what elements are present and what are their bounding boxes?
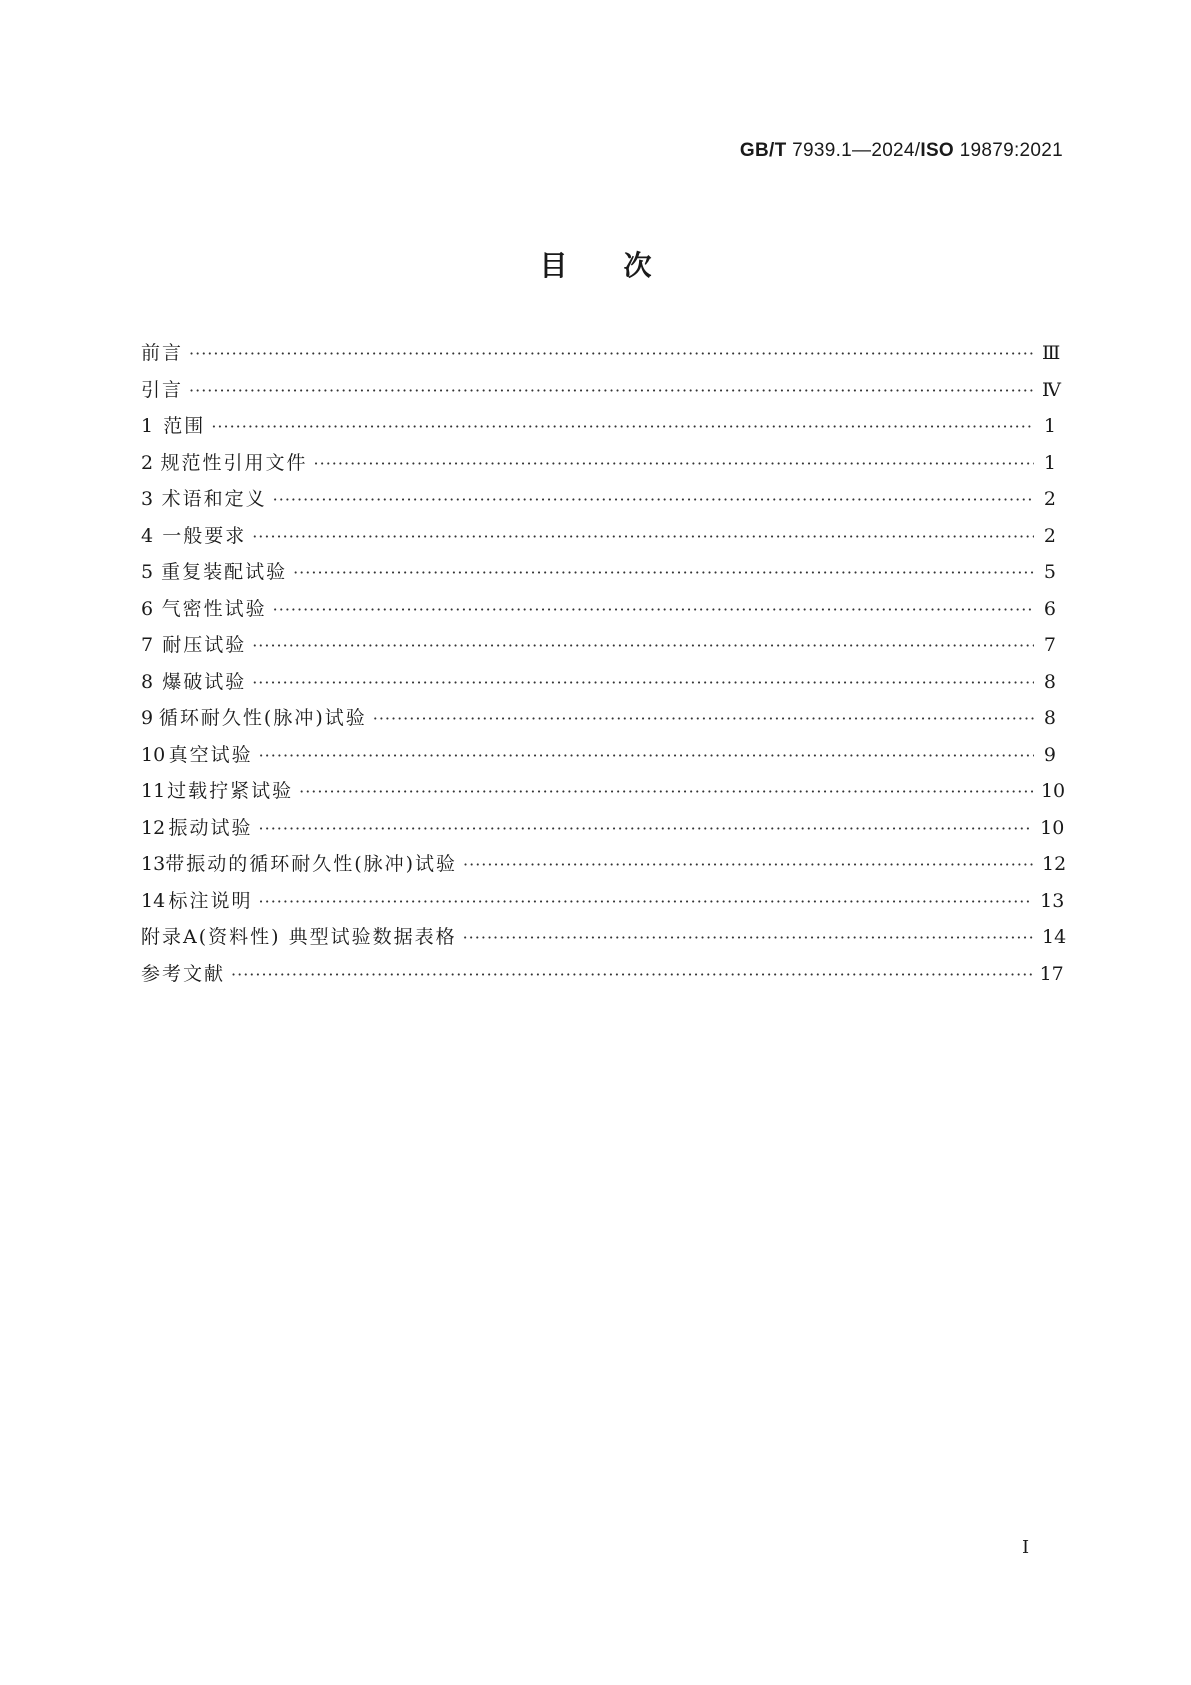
toc-entry-number: 9 xyxy=(141,707,154,729)
toc-entry-page: 7 xyxy=(1043,634,1056,656)
toc-entry-label: 引言 xyxy=(141,378,184,401)
iso-number: 19879:2021 xyxy=(959,140,1063,161)
toc-entry-label: 前言 xyxy=(141,342,184,364)
toc-entry[interactable] xyxy=(141,886,1065,923)
toc-entry-number: 14 xyxy=(141,889,166,912)
toc-entry-page: 2 xyxy=(1043,524,1056,547)
toc-entry-number: 8 xyxy=(141,670,154,693)
toc-entry[interactable] xyxy=(141,813,1065,850)
toc-dot-leader xyxy=(259,746,1034,765)
standard-number: 7939.1—2024/ xyxy=(792,140,921,161)
toc-dot-leader xyxy=(252,636,1034,655)
table-of-contents xyxy=(141,338,1067,995)
toc-entry-page: 9 xyxy=(1043,743,1056,766)
toc-entry-label: 带振动的循环耐久性(脉冲)试验 xyxy=(165,853,458,875)
toc-entry-number: 3 xyxy=(141,488,154,510)
toc-entry-page: 1 xyxy=(1043,415,1056,437)
toc-entry-number: 10 xyxy=(141,743,166,766)
toc-entry-page: 5 xyxy=(1043,561,1056,583)
toc-entry-label: 振动试验 xyxy=(168,816,253,839)
page-title: 目次 xyxy=(539,249,708,282)
toc-dot-leader xyxy=(259,892,1033,911)
toc-entry-number: 11 xyxy=(141,780,166,802)
toc-entry-page: 13 xyxy=(1040,889,1065,912)
toc-entry[interactable] xyxy=(141,667,1056,704)
toc-entry-label: 重复装配试验 xyxy=(161,561,288,583)
toc-entry[interactable] xyxy=(141,557,1056,594)
toc-dot-leader xyxy=(252,527,1034,546)
toc-dot-leader xyxy=(373,709,1034,728)
toc-entry[interactable] xyxy=(141,375,1061,412)
toc-entry-page: 10 xyxy=(1040,816,1065,839)
toc-entry-number: 5 xyxy=(141,561,154,583)
toc-entry-number: 13 xyxy=(141,853,166,875)
toc-entry-page: Ⅲ xyxy=(1042,342,1061,364)
toc-entry-label: 一般要求 xyxy=(162,524,247,547)
toc-entry-page: 1 xyxy=(1043,451,1056,474)
toc-entry-page: 14 xyxy=(1042,926,1067,948)
toc-entry-label: 爆破试验 xyxy=(162,670,247,693)
toc-entry-number: 12 xyxy=(141,816,166,839)
toc-entry-page: 10 xyxy=(1040,780,1066,802)
toc-entry-label: 规范性引用文件 xyxy=(160,451,308,474)
toc-entry[interactable] xyxy=(141,740,1056,777)
document-code xyxy=(740,140,1063,162)
toc-entry[interactable] xyxy=(141,959,1064,996)
toc-entry-page: 6 xyxy=(1043,597,1056,620)
toc-entry-number: 4 xyxy=(141,524,154,547)
toc-entry-number: 7 xyxy=(141,634,154,656)
toc-dot-leader xyxy=(252,673,1034,692)
toc-dot-leader xyxy=(259,819,1033,838)
toc-entry-number: 1 xyxy=(141,415,154,437)
toc-entry-page: 8 xyxy=(1043,707,1056,729)
toc-dot-leader xyxy=(299,782,1033,801)
toc-entry-number: 6 xyxy=(141,597,154,620)
iso-prefix: ISO xyxy=(920,140,955,161)
toc-entry-label: 真空试验 xyxy=(168,743,253,766)
toc-entry[interactable] xyxy=(141,484,1056,521)
toc-entry-label: 过载拧紧试验 xyxy=(167,780,294,802)
toc-entry-label: 气密性试验 xyxy=(161,597,267,620)
toc-entry[interactable] xyxy=(141,521,1056,558)
standard-prefix: GB/T xyxy=(739,140,787,161)
toc-dot-leader xyxy=(211,417,1034,436)
toc-entry-label: 参考文献 xyxy=(141,962,226,985)
toc-dot-leader xyxy=(293,563,1034,582)
toc-dot-leader xyxy=(231,965,1032,984)
toc-entry-label: 术语和定义 xyxy=(161,488,267,510)
toc-entry-page: 2 xyxy=(1043,488,1056,510)
toc-dot-leader xyxy=(463,855,1034,874)
toc-entry-label: 范围 xyxy=(163,415,206,437)
toc-entry-page: 17 xyxy=(1039,962,1064,985)
toc-entry[interactable] xyxy=(141,411,1056,448)
toc-dot-leader xyxy=(273,490,1034,509)
toc-dot-leader xyxy=(189,381,1034,400)
toc-dot-leader xyxy=(314,454,1034,473)
page-number: Ⅰ xyxy=(1022,1537,1030,1558)
toc-entry[interactable] xyxy=(141,338,1061,375)
toc-entry[interactable] xyxy=(141,703,1056,740)
toc-dot-leader xyxy=(189,344,1034,363)
toc-entry[interactable] xyxy=(141,630,1056,667)
toc-entry[interactable] xyxy=(141,594,1056,631)
toc-entry[interactable] xyxy=(141,922,1067,959)
toc-entry[interactable] xyxy=(141,448,1056,485)
toc-entry-label: 附录A(资料性) 典型试验数据表格 xyxy=(141,926,457,948)
toc-entry-page: Ⅳ xyxy=(1042,378,1061,401)
toc-entry-label: 循环耐久性(脉冲)试验 xyxy=(158,707,367,729)
toc-entry-label: 标注说明 xyxy=(168,889,253,912)
toc-entry-label: 耐压试验 xyxy=(162,634,247,656)
toc-entry[interactable] xyxy=(141,776,1066,813)
toc-entry[interactable] xyxy=(141,849,1067,886)
toc-entry-page: 12 xyxy=(1042,853,1067,875)
toc-entry-number: 2 xyxy=(141,451,154,474)
toc-entry-page: 8 xyxy=(1043,670,1056,693)
toc-dot-leader xyxy=(463,928,1034,947)
toc-dot-leader xyxy=(273,600,1034,619)
